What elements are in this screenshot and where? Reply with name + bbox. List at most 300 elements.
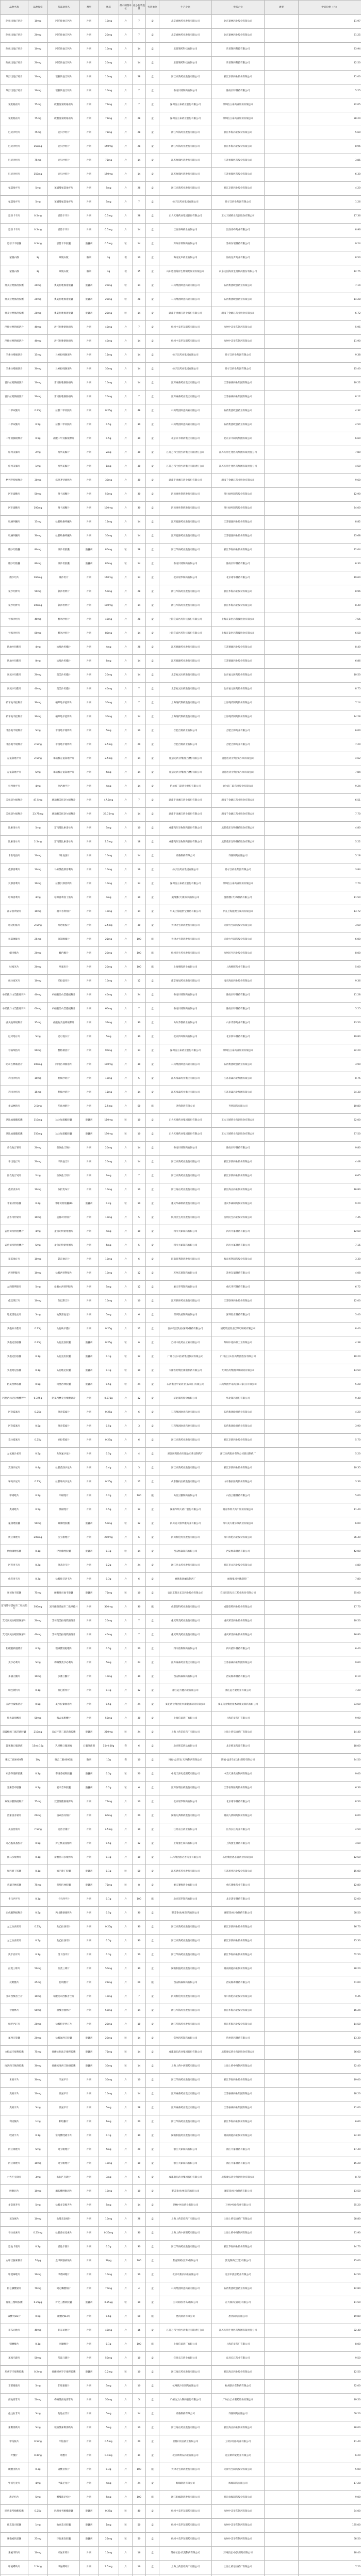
table-cell: 硫酸亚铁片 bbox=[48, 2463, 80, 2477]
table-cell: 硝苯地平控释片 bbox=[1, 710, 28, 724]
table-cell: 片 bbox=[119, 2102, 133, 2115]
table-cell: 20 bbox=[133, 1768, 146, 1782]
table-cell: 片剂 bbox=[80, 2268, 99, 2282]
table-cell: 6 bbox=[133, 1434, 146, 1448]
table-cell: 0.1g bbox=[28, 1350, 48, 1364]
table-cell: 5mg bbox=[99, 2199, 119, 2213]
table-cell: 16 bbox=[133, 863, 146, 877]
table-cell: 2.5mg bbox=[28, 752, 48, 766]
table-cell: 盒 bbox=[146, 599, 159, 613]
table-cell: 鲁南贝特制药有限公司 bbox=[159, 989, 212, 1003]
table-cell: 厄贝沙坦片 bbox=[48, 140, 80, 154]
table-cell: 葵花药业集团佳木斯鹿灵制药有限公司 bbox=[159, 1698, 212, 1712]
table-cell: 江苏恒瑞医药股份有限公司 bbox=[212, 154, 265, 168]
table-row bbox=[1, 238, 361, 251]
table-cell bbox=[265, 279, 299, 293]
table-cell: 美沙拉秦肠溶片 bbox=[48, 1698, 80, 1712]
table-cell: 甲钴胺片 bbox=[1, 2435, 28, 2449]
table-cell: 28 bbox=[133, 641, 146, 655]
table-cell: 0.2g bbox=[99, 1197, 119, 1211]
table-cell: 片 bbox=[119, 752, 133, 766]
table-row bbox=[1, 2533, 361, 2547]
table-cell: 杭州民生药业股份有限公司 bbox=[212, 1211, 265, 1225]
table-cell: 10mg bbox=[28, 905, 48, 919]
table-cell: 片剂 bbox=[80, 2129, 99, 2143]
table-cell: 江苏豪森药业集团有限公司 bbox=[212, 1086, 265, 1100]
table-cell: 杭州民生药业股份有限公司 bbox=[159, 947, 212, 961]
table-cell: 袋 bbox=[119, 265, 133, 279]
table-cell: 0.1g bbox=[99, 2338, 119, 2352]
table-cell bbox=[265, 1309, 299, 1323]
table-cell: 盒 bbox=[146, 2088, 159, 2102]
table-cell bbox=[265, 1907, 299, 1921]
table-cell: 片 bbox=[119, 1684, 133, 1698]
table-cell: 江苏豪森药业集团有限公司 bbox=[159, 2088, 212, 2102]
table-cell: 江苏豪森药业集团有限公司 bbox=[159, 377, 212, 391]
table-cell: 盒 bbox=[146, 2547, 159, 2561]
table-cell: 68.50 bbox=[299, 2533, 361, 2547]
table-cell: 山东鲁抗医药股份有限公司 bbox=[212, 1476, 265, 1489]
table-cell: 0.5mg bbox=[28, 238, 48, 251]
table-cell: 盒 bbox=[146, 808, 159, 822]
table-row bbox=[1, 1420, 361, 1434]
table-cell: 布洛芬缓释胶囊 bbox=[1, 1768, 28, 1782]
table-cell: 片 bbox=[119, 1406, 133, 1420]
table-cell: 片 bbox=[119, 1072, 133, 1086]
table-cell: 浙江大冢制药有限公司 bbox=[159, 2143, 212, 2157]
table-cell bbox=[265, 1392, 299, 1406]
table-cell: 75mg bbox=[28, 154, 48, 168]
table-cell: 盐酸环丙沙星片 bbox=[48, 1476, 80, 1489]
table-cell: 15mg bbox=[28, 516, 48, 530]
table-cell: 10 bbox=[133, 1795, 146, 1809]
table-cell: 依折麦布片 bbox=[1, 1183, 28, 1197]
table-cell: 10 bbox=[133, 1295, 146, 1309]
table-cell: 86.40 bbox=[299, 1531, 361, 1545]
table-cell: 瑞舒伐他汀钙片 bbox=[1, 71, 28, 84]
table-cell bbox=[265, 1072, 299, 1086]
table-cell: 2.5mg bbox=[99, 752, 119, 766]
table-row bbox=[1, 1559, 361, 1573]
table-cell: 17.36 bbox=[299, 210, 361, 224]
table-row bbox=[1, 1114, 361, 1128]
table-cell: 片剂 bbox=[80, 1044, 99, 1058]
table-cell: 琥珀酸索利那新片 bbox=[48, 2421, 80, 2435]
table-cell bbox=[265, 71, 299, 84]
table-cell: 40mg bbox=[99, 335, 119, 349]
table-cell: 盒 bbox=[146, 1462, 159, 1476]
table-cell: 北京京丰制药集团有限公司 bbox=[212, 432, 265, 446]
table-cell: 浙江海正药业股份有限公司 bbox=[212, 2421, 265, 2435]
table-cell: 15.20 bbox=[299, 2157, 361, 2171]
table-cell: 5mg bbox=[99, 196, 119, 210]
table-cell: 片 bbox=[119, 975, 133, 989]
table-row bbox=[1, 349, 361, 363]
table-cell: 14 bbox=[133, 766, 146, 780]
table-cell: 四川绿叶制药股份有限公司 bbox=[212, 488, 265, 502]
table-cell: 片 bbox=[119, 1281, 133, 1295]
table-row bbox=[1, 460, 361, 474]
table-cell: 2.5mg bbox=[28, 836, 48, 850]
table-cell: 34.30 bbox=[299, 1086, 361, 1100]
table-cell: 300mg bbox=[28, 1601, 48, 1615]
table-cell: 75mg bbox=[99, 126, 119, 140]
table-cell: 阿卡波糖片 bbox=[48, 488, 80, 502]
table-cell: 14 bbox=[133, 516, 146, 530]
table-cell: 氯雷他定片 bbox=[1, 1253, 28, 1267]
table-row bbox=[1, 1392, 361, 1406]
table-cell: 10 bbox=[133, 2185, 146, 2199]
table-cell: 片 bbox=[119, 683, 133, 697]
table-cell: 14 bbox=[133, 571, 146, 585]
table-cell: 10.20 bbox=[299, 1350, 361, 1364]
table-cell bbox=[265, 196, 299, 210]
table-cell: 阿仑膦酸钠片 bbox=[48, 2282, 80, 2296]
table-cell: 15mg bbox=[28, 1086, 48, 1100]
table-row bbox=[1, 2352, 361, 2366]
table-cell: 200mg bbox=[99, 1531, 119, 1545]
table-cell: 50 bbox=[133, 1865, 146, 1879]
table-cell: 坎地沙坦酯片 bbox=[1, 655, 28, 669]
table-cell: 片 bbox=[119, 1629, 133, 1642]
table-cell: 盒 bbox=[146, 2352, 159, 2366]
table-cell: 塞来昔布胶囊 bbox=[1, 1782, 28, 1795]
table-cell bbox=[265, 683, 299, 697]
table-cell: 盒 bbox=[146, 2366, 159, 2380]
table-cell: 片剂 bbox=[80, 2115, 99, 2129]
table-cell bbox=[265, 822, 299, 836]
table-cell: 片剂 bbox=[80, 446, 99, 460]
table-cell: 盒 bbox=[146, 710, 159, 724]
table-cell: 氢氯噻嗪片 bbox=[48, 933, 80, 947]
table-cell: 重庆华邦制药有限公司 bbox=[212, 1281, 265, 1295]
table-cell: 浙江华海药业股份有限公司 bbox=[212, 585, 265, 599]
table-cell bbox=[265, 460, 299, 474]
table-cell: 浙江海正药业股份有限公司 bbox=[159, 2366, 212, 2380]
table-row bbox=[1, 1935, 361, 1948]
table-cell: 托吡酯片 bbox=[48, 1976, 80, 1990]
table-cell: 片 bbox=[119, 989, 133, 1003]
table-cell bbox=[265, 2505, 299, 2519]
table-cell: 盒 bbox=[146, 1740, 159, 1754]
table-cell: 30 bbox=[133, 446, 146, 460]
table-cell: 20mg bbox=[99, 1156, 119, 1170]
table-cell: 赛诺菲(杭州)制药有限公司 bbox=[159, 1907, 212, 1921]
table-cell: 片剂 bbox=[80, 1935, 99, 1948]
table-cell: 正大天晴药业集团股份有限公司 bbox=[212, 1114, 265, 1128]
table-cell bbox=[265, 2185, 299, 2199]
table-cell: 30mg bbox=[99, 363, 119, 377]
table-cell: 别嘌醇片 bbox=[1, 2338, 28, 2352]
table-cell: 30mg bbox=[99, 697, 119, 710]
table-cell: 0.1g bbox=[28, 1364, 48, 1378]
table-cell: 片剂 bbox=[80, 1323, 99, 1336]
table-cell: 盒 bbox=[146, 1086, 159, 1100]
table-cell: 江苏豪森药业集团有限公司 bbox=[212, 1072, 265, 1086]
table-cell: 0.25g bbox=[28, 1406, 48, 1420]
table-cell: 深圳致君制药有限公司 bbox=[212, 1309, 265, 1323]
table-cell: 片剂 bbox=[80, 1170, 99, 1183]
table-cell: 缬沙坦胶囊 bbox=[48, 557, 80, 571]
table-cell: 6.20 bbox=[299, 2449, 361, 2463]
table-cell: 阿托伐他汀钙片 bbox=[48, 57, 80, 71]
table-cell: 片剂 bbox=[80, 2171, 99, 2185]
table-cell: 伏立康唑片 bbox=[1, 1531, 28, 1545]
table-cell: 9.90 bbox=[299, 1712, 361, 1726]
table-cell: 粒 bbox=[119, 2060, 133, 2074]
table-cell: 33.60 bbox=[299, 1698, 361, 1712]
table-cell: 合肥合源药业有限公司 bbox=[159, 738, 212, 752]
table-cell: 片剂 bbox=[80, 432, 99, 446]
table-cell: 普伐他汀钠片 bbox=[1, 1142, 28, 1156]
table-cell: 左甲状腺素钠片 bbox=[1, 2255, 28, 2268]
table-cell: 7 bbox=[133, 196, 146, 210]
table-cell: 片 bbox=[119, 1503, 133, 1517]
table-cell: 单硝酸异山梨酯缓释片 bbox=[1, 989, 28, 1003]
table-cell: 胶囊剂 bbox=[80, 1768, 99, 1782]
table-cell: 盐酸吡格列酮片 bbox=[48, 516, 80, 530]
table-cell: 60mg bbox=[28, 1809, 48, 1823]
table-cell: 浙江华海药业股份有限公司 bbox=[159, 1948, 212, 1962]
table-cell: 阿托伐他汀钙片 bbox=[48, 15, 80, 29]
table-cell: 10mg bbox=[99, 377, 119, 391]
column-header: 品种规格 bbox=[28, 1, 48, 15]
table-cell: 四川绿叶制药股份有限公司 bbox=[212, 502, 265, 516]
table-cell: 甲氨蝶呤片 bbox=[48, 2561, 80, 2574]
table-cell: 片 bbox=[119, 2310, 133, 2324]
table-cell: 盒 bbox=[146, 989, 159, 1003]
table-cell: 正大天晴药业集团股份有限公司 bbox=[159, 210, 212, 224]
table-cell: 14 bbox=[133, 224, 146, 238]
table-cell: 海南普利制药股份有限公司 bbox=[212, 1253, 265, 1267]
table-row bbox=[1, 1893, 361, 1907]
table-row bbox=[1, 1058, 361, 1072]
table-cell: 江苏豪森药业集团有限公司 bbox=[159, 2102, 212, 2115]
table-cell: 兰索拉唑肠溶片 bbox=[48, 363, 80, 377]
table-cell: 片 bbox=[119, 655, 133, 669]
table-cell: 四川绿叶制药股份有限公司 bbox=[159, 502, 212, 516]
table-cell bbox=[265, 2380, 299, 2394]
table-cell: 江苏豪森药业集团有限公司 bbox=[212, 391, 265, 404]
table-cell: 14 bbox=[133, 655, 146, 669]
table-cell: 0.5g bbox=[28, 1698, 48, 1712]
table-cell: 苯溴马隆片 bbox=[48, 2352, 80, 2366]
table-cell: 左乙拉西坦片 bbox=[48, 1921, 80, 1935]
table-cell: 片剂 bbox=[80, 2380, 99, 2394]
table-cell: 片 bbox=[119, 1295, 133, 1309]
table-row bbox=[1, 2519, 361, 2533]
table-cell: 头孢克洛胶囊 bbox=[48, 1336, 80, 1350]
table-cell: 30mg bbox=[99, 2074, 119, 2088]
table-cell: 四川依科制药有限公司 bbox=[212, 1642, 265, 1656]
table-cell: 成都康弘药业集团股份有限公司 bbox=[159, 2171, 212, 2185]
table-cell: 14 bbox=[133, 377, 146, 391]
table-cell bbox=[265, 1128, 299, 1142]
table-cell: 14 bbox=[133, 2088, 146, 2102]
table-row bbox=[1, 1684, 361, 1698]
table-cell: 正大天晴药业集团股份有限公司 bbox=[212, 1128, 265, 1142]
table-cell bbox=[265, 29, 299, 43]
table-cell: 依那普利片 bbox=[1, 863, 28, 877]
table-row bbox=[1, 1615, 361, 1629]
table-cell: 14 bbox=[133, 2004, 146, 2018]
table-cell: 盒 bbox=[146, 1629, 159, 1642]
table-cell bbox=[265, 947, 299, 961]
table-cell bbox=[265, 1601, 299, 1615]
table-cell: 片剂 bbox=[80, 460, 99, 474]
table-cell bbox=[265, 1823, 299, 1837]
table-cell: 6.58 bbox=[299, 627, 361, 641]
table-row bbox=[1, 1197, 361, 1211]
table-cell: 乐普制药科技有限公司 bbox=[159, 57, 212, 71]
table-cell: 片剂 bbox=[80, 1281, 99, 1295]
table-row bbox=[1, 863, 361, 877]
table-cell: 卫材(中国)药业有限公司 bbox=[212, 2435, 265, 2449]
table-cell: 片 bbox=[119, 502, 133, 516]
table-cell bbox=[265, 1712, 299, 1726]
table-cell: 片剂 bbox=[80, 126, 99, 140]
table-cell: 胶囊剂 bbox=[80, 1782, 99, 1795]
table-cell: 盒 bbox=[146, 363, 159, 377]
table-cell: 片剂 bbox=[80, 1295, 99, 1309]
table-cell: 右佐匹克隆片 bbox=[48, 2171, 80, 2185]
table-cell: 片 bbox=[119, 2115, 133, 2129]
table-cell: 呋塞米片 bbox=[48, 961, 80, 975]
table-cell: 14 bbox=[133, 808, 146, 822]
table-cell: 10 bbox=[133, 822, 146, 836]
table-cell: 3 bbox=[133, 1462, 146, 1476]
table-cell: 10mg bbox=[99, 850, 119, 863]
table-cell: 盒 bbox=[146, 1587, 159, 1601]
table-cell: 5mg bbox=[28, 2421, 48, 2435]
table-cell: 片剂 bbox=[80, 1086, 99, 1100]
table-cell: 杭州中美华东制药有限公司 bbox=[159, 2505, 212, 2519]
table-cell: 3.90 bbox=[299, 1058, 361, 1072]
table-cell: 26.70 bbox=[299, 1921, 361, 1935]
table-cell bbox=[265, 2408, 299, 2421]
table-cell: 中美天津史克制药有限公司 bbox=[159, 1768, 212, 1782]
table-cell bbox=[265, 1587, 299, 1601]
table-cell: 23.75mg bbox=[28, 808, 48, 822]
table-cell: 盐酸莫西沙星片 bbox=[48, 1462, 80, 1476]
table-cell: 盒 bbox=[146, 1712, 159, 1726]
table-cell: 美金刚片 bbox=[1, 2213, 28, 2227]
table-cell: 28.00 bbox=[299, 2421, 361, 2435]
table-cell: 氢氯噻嗪片 bbox=[1, 933, 28, 947]
table-cell: 片剂 bbox=[80, 1058, 99, 1072]
table-cell bbox=[265, 724, 299, 738]
table-cell: 常州四药制药有限公司 bbox=[212, 2032, 265, 2046]
table-cell: 丽珠集团丽珠制药厂 bbox=[212, 1573, 265, 1587]
table-cell: 四川大冢制药有限公司 bbox=[212, 1239, 265, 1253]
table-cell: 14 bbox=[133, 1086, 146, 1100]
table-cell: 中美天津史克制药有限公司 bbox=[212, 1768, 265, 1782]
table-cell: 片 bbox=[119, 2408, 133, 2421]
table-cell: 10mg bbox=[28, 71, 48, 84]
table-cell: 6.51 bbox=[299, 794, 361, 808]
table-cell: 盒 bbox=[146, 1003, 159, 1016]
table-cell: 3.60 bbox=[299, 1837, 361, 1851]
table-row bbox=[1, 1406, 361, 1420]
column-header: 包装单位 bbox=[146, 1, 159, 15]
table-cell: 铝碳酸镁咀嚼片 bbox=[1, 1642, 28, 1656]
table-cell: 片 bbox=[119, 2352, 133, 2366]
table-cell: 正大天晴药业集团股份有限公司 bbox=[212, 210, 265, 224]
table-row bbox=[1, 836, 361, 850]
table-cell: 坎地沙坦酯片 bbox=[48, 641, 80, 655]
table-cell: 5mg bbox=[28, 2380, 48, 2394]
table-cell: 齐鲁制药有限公司 bbox=[212, 850, 265, 863]
table-cell: 100mg bbox=[99, 599, 119, 613]
table-cell: 达比加群酯胶囊 bbox=[48, 1114, 80, 1128]
table-cell: 盒 bbox=[146, 2115, 159, 2129]
table-cell: 盒 bbox=[146, 1962, 159, 1976]
table-cell: 上海上药中西制药有限公司 bbox=[212, 2227, 265, 2241]
table-cell: 9.24 bbox=[299, 780, 361, 794]
table-cell: 片剂 bbox=[80, 43, 99, 57]
table-cell: 100 bbox=[133, 1893, 146, 1907]
table-cell: 杭州中美华东制药有限公司 bbox=[159, 321, 212, 335]
table-cell: 片剂 bbox=[80, 1406, 99, 1420]
table-cell: 80mg bbox=[28, 544, 48, 557]
table-cell bbox=[265, 1921, 299, 1935]
table-cell: 75mg bbox=[99, 1879, 119, 1893]
table-cell: 片剂 bbox=[80, 2241, 99, 2255]
table-cell: 头孢克肟胶囊 bbox=[1, 1350, 28, 1364]
table-cell: 北京四环制药有限公司 bbox=[159, 1030, 212, 1044]
table-cell: 上海强生制药有限公司 bbox=[212, 1837, 265, 1851]
table-cell bbox=[265, 1948, 299, 1962]
table-cell: 阿司匹林肠溶片 bbox=[48, 1058, 80, 1072]
table-cell bbox=[265, 2213, 299, 2227]
table-cell: 氟康唑胶囊 bbox=[48, 1517, 80, 1531]
table-cell: 5mg bbox=[28, 1656, 48, 1670]
table-cell: 湖南千金湘江药业股份有限公司 bbox=[212, 474, 265, 488]
table-cell: 12.90 bbox=[299, 488, 361, 502]
table-cell: 62.50 bbox=[299, 1948, 361, 1962]
table-cell: 21.25 bbox=[299, 29, 361, 43]
table-row bbox=[1, 2046, 361, 2060]
table-row bbox=[1, 1100, 361, 1114]
table-cell bbox=[265, 377, 299, 391]
table-cell: 14 bbox=[133, 1142, 146, 1156]
table-cell: 8.10 bbox=[299, 1670, 361, 1684]
table-cell bbox=[265, 2018, 299, 2032]
table-cell: 北京诺华制药有限公司 bbox=[159, 571, 212, 585]
table-cell: 0.1g bbox=[28, 1851, 48, 1865]
table-cell: 20mg bbox=[99, 57, 119, 71]
table-row bbox=[1, 1656, 361, 1670]
table-cell: 9.24 bbox=[299, 238, 361, 251]
table-cell: 片 bbox=[119, 2213, 133, 2227]
table-cell: 片 bbox=[119, 2435, 133, 2449]
table-cell: 利伐沙班片 bbox=[1, 1072, 28, 1086]
table-cell: 海南普利制药股份有限公司 bbox=[159, 1253, 212, 1267]
table-cell: 0.2g bbox=[28, 1559, 48, 1573]
table-cell: 盒 bbox=[146, 1072, 159, 1086]
table-cell: 片 bbox=[119, 891, 133, 905]
table-cell: 片剂 bbox=[80, 29, 99, 43]
table-cell: 22.40 bbox=[299, 2060, 361, 2074]
table-cell: 施慧达药业集团(吉林)有限公司 bbox=[159, 766, 212, 780]
table-cell: 片 bbox=[119, 1962, 133, 1976]
table-cell: 100 bbox=[133, 2338, 146, 2352]
table-cell: 片 bbox=[119, 933, 133, 947]
table-cell: 枸橼酸西地那非片 bbox=[48, 2394, 80, 2408]
table-cell: 盒 bbox=[146, 168, 159, 182]
table-cell: 石药集团欧意药业有限公司 bbox=[212, 279, 265, 293]
table-cell: 呋塞米片 bbox=[1, 961, 28, 975]
